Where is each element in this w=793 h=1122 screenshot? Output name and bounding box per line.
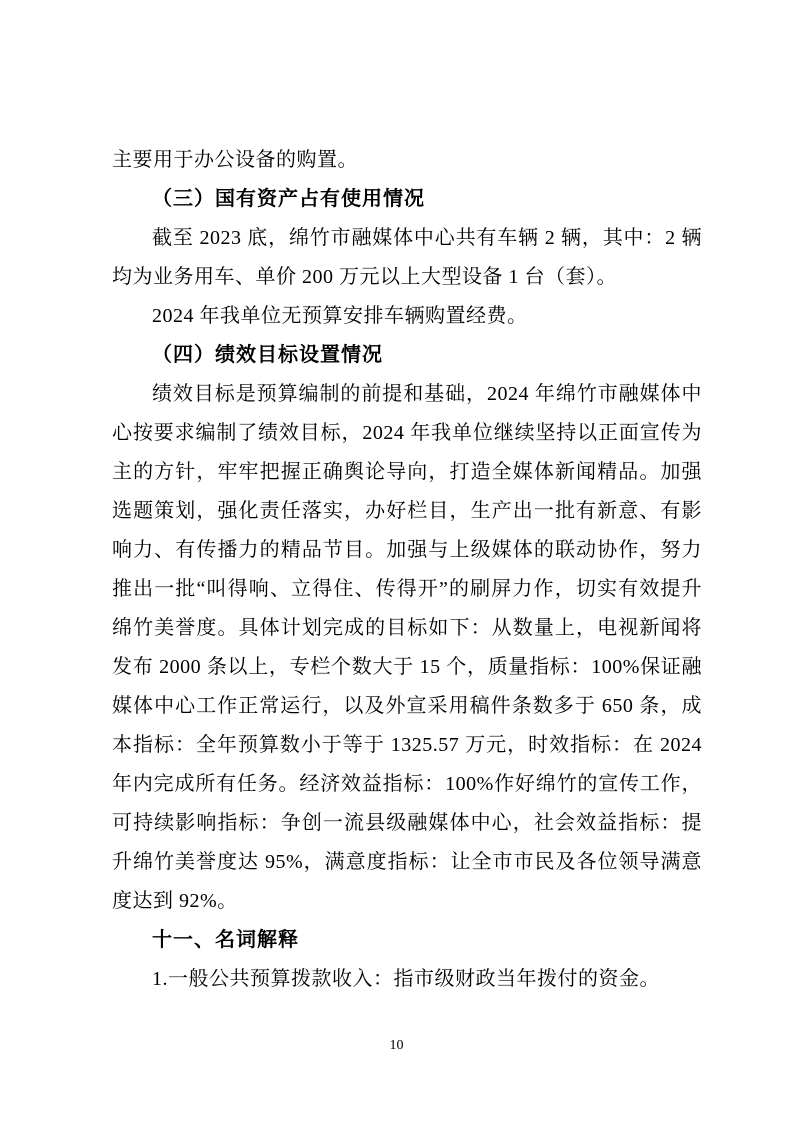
section-heading-state-assets: （三）国有资产占有使用情况 [152,188,425,210]
section-heading-performance-goals: （四）绩效目标设置情况 [152,344,383,366]
paragraph-vehicles-equipment: 截至 2023 底，绵竹市融媒体中心共有车辆 2 辆，其中：2 辆均为业务用车、单价 200 万元以上大型设备 1 台（套）。 [112,227,702,288]
section-heading-glossary: 十一、名词解释 [152,929,299,951]
paragraph-glossary-item-1: 1.一般公共预算拨款收入：指市级财政当年拨付的资金。 [152,968,660,990]
paragraph-performance-goals: 绩效目标是预算编制的前提和基础，2024 年绵竹市融媒体中心按要求编制了绩效目标，2024 年我单位继续坚持以正面宣传为主的方针，牢牢把握正确舆论导向，打造全媒体新闻精品。加强选题策划，强化责任落实，办好栏目，生产出一批有新意、有影响力、有传播力的精品节目。加强与上级媒体的联动协作，努力推出一批“叫得响、立得住、传得开”的刷屏力作，切实有效提升绵竹美誉度。具体计划完成的目标如下：从数量上，电视新闻将发布 2000 条以上，专栏个数大于 15 个，质量指标：100%保证融媒体中心工作正常运行，以及外宣采用稿件条数多于 650 条，成本指标：全年预算数小于等于 1325.57 万元，时效指标：在 2024 年内完成所有任务。经济效益指标：100%作好绵竹的宣传工作，可持续影响指标：争创一流县级融媒体中心，社会效益指标：提升绵竹美誉度达 95%，满意度指标：让全市市民及各位领导满意度达到 92%。 [112,383,702,912]
paragraph-continuation: 主要用于办公设备的购置。 [112,149,358,171]
document-text-block [112,141,702,999]
paragraph-no-vehicle-budget: 2024 年我单位无预算安排车辆购置经费。 [152,305,528,327]
page-number: 10 [389,1038,404,1053]
